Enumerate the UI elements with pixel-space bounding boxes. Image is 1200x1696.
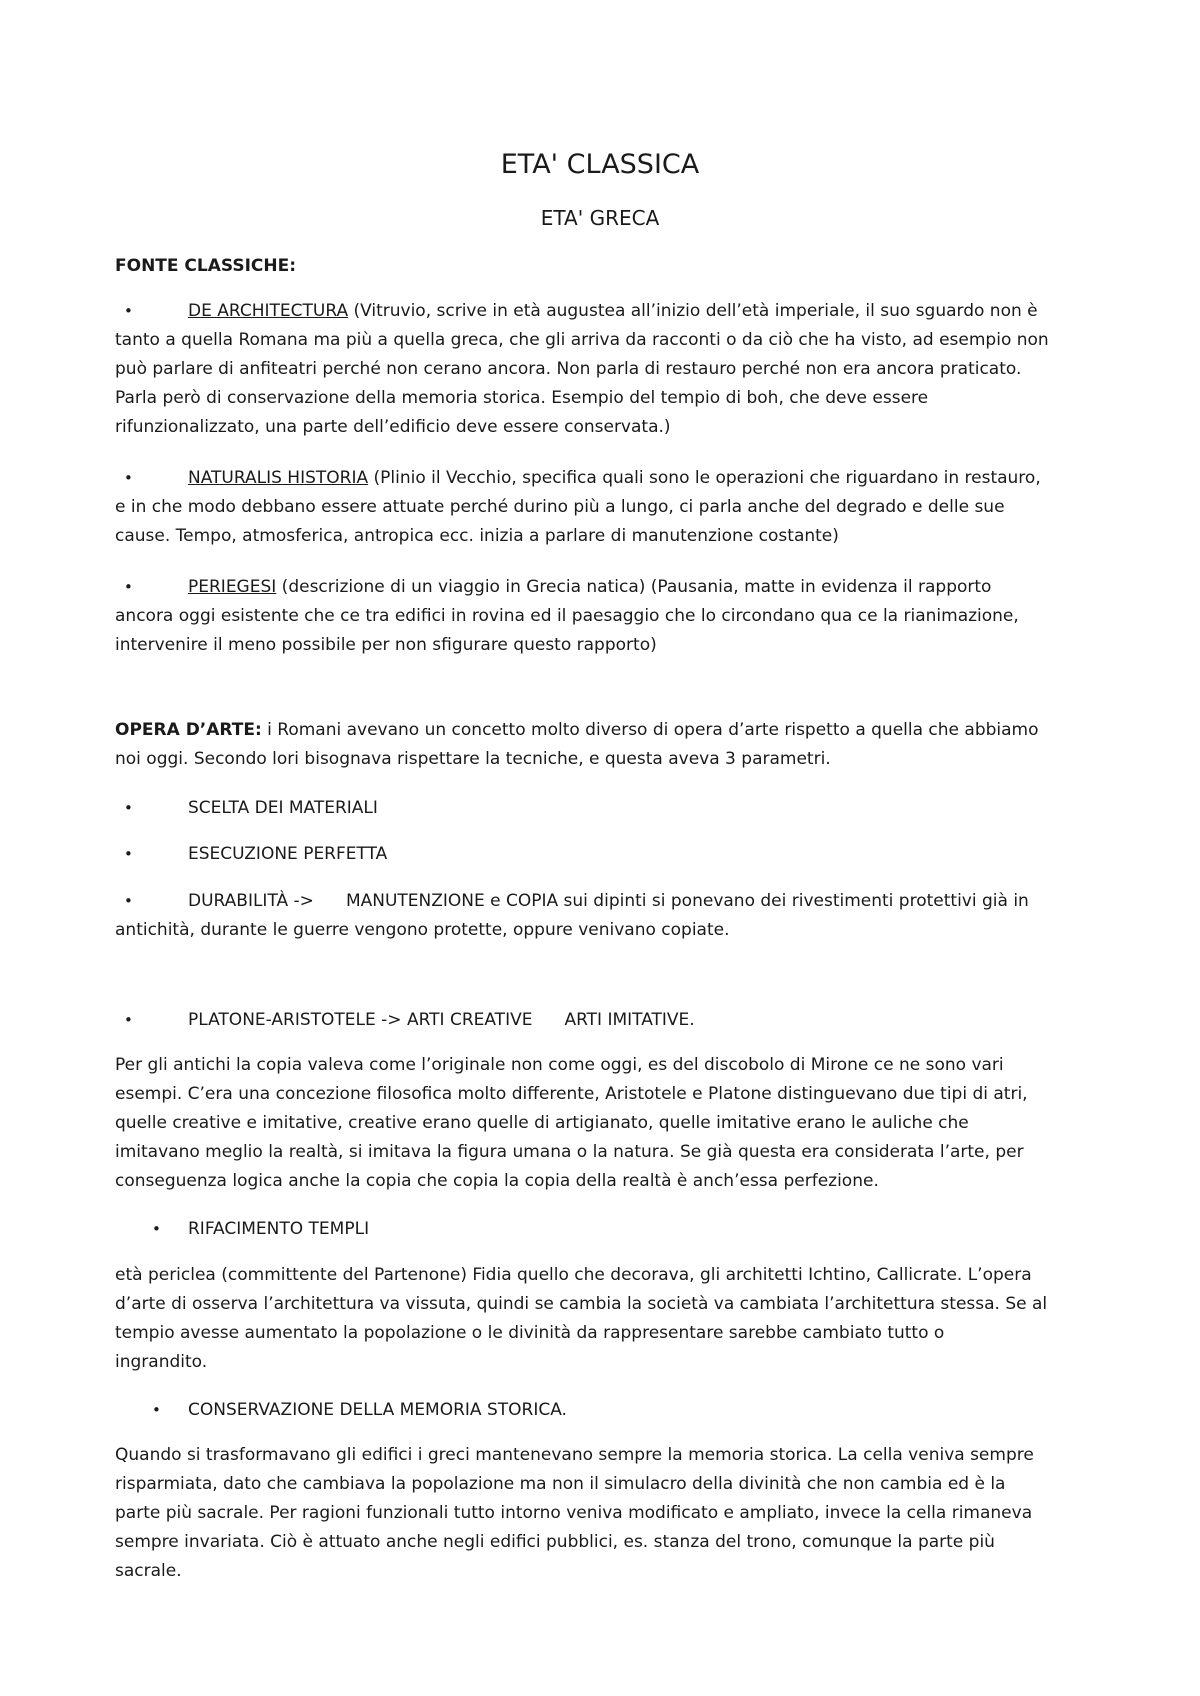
- pericle-paragraph: età periclea (committente del Partenone) Fidia quello che decorava, gli architetti Ichtino, Callicrate. L’opera d’arte di osserva l’architettura va vissuta, quindi se cambia la società va cambiata l’architettura stessa. Se al tempio avesse aumentato la popolazione o le divinità da rappresentare sarebbe cambiato tutto o ingrandito.: [115, 1265, 1048, 1372]
- term-periegesi: PERIEGESI: [188, 577, 277, 597]
- bullet-icon: •: [124, 302, 133, 320]
- copia-paragraph: Per gli antichi la copia valeva come l’originale non come oggi, es del discobolo di Mirone ce ne sono vari esempi. C’era una concezione filosofica molto differente, Aristotele e Platone distinguevano due tipi di atri, quelle creative e imitative, creative erano quelle di artigianato, quelle imitative erano le auliche che imitavano meglio la realtà, si imitava la figura umana o la natura. Se già questa era considerata l’arte, per conseguenza logica anche la copia che copia la copia della realtà è anch’essa perfezione.: [115, 1055, 1028, 1191]
- page-subtitle: ETA' GRECA: [540, 206, 660, 230]
- list-item-scelta: SCELTA DEI MATERIALI: [188, 798, 378, 818]
- bullet-icon: •: [124, 1011, 133, 1029]
- list-item-conservazione: CONSERVAZIONE DELLA MEMORIA STORICA.: [188, 1400, 567, 1420]
- list-item-esecuzione: ESECUZIONE PERFETTA: [188, 844, 388, 864]
- opera-paragraph: OPERA D’ARTE: i Romani avevano un concetto molto diverso di opera d’arte rispetto a quella che abbiamo noi oggi. Secondo lori bisognava rispettare la tecniche, e questa aveva 3 parametri.: [115, 720, 1039, 769]
- list-item-periegesi: PERIEGESI (descrizione di un viaggio in Grecia natica) (Pausania, matte in evidenza il rapporto ancora oggi esistente che ce tra edifici in rovina ed il paesaggio che lo circondano qua ce la rianimazione, intervenire il meno possibile per non sfigurare questo rapporto): [115, 577, 1019, 655]
- bullet-icon: •: [124, 845, 133, 863]
- list-item-durabilita: DURABILITÀ -> MANUTENZIONE e COPIA sui dipinti si ponevano dei rivestimenti protettivi già in antichità, durante le guerre vengono protette, oppure venivano copiate.: [115, 891, 1029, 940]
- list-item-rifacimento: RIFACIMENTO TEMPLI: [188, 1219, 370, 1239]
- bullet-icon: •: [124, 892, 133, 910]
- page-title: ETA' CLASSICA: [500, 149, 700, 180]
- bullet-icon: •: [124, 799, 133, 817]
- quando-paragraph: Quando si trasformavano gli edifici i greci mantenevano sempre la memoria storica. La cella veniva sempre risparmiata, dato che cambiava la popolazione ma non il simulacro della divinità che non cambia ed è la parte più sacrale. Per ragioni funzionali tutto intorno veniva modificato e ampliato, invece la cella rimaneva sempre invariata. Ciò è attuato anche negli edifici pubblici, es. stanza del trono, comunque la parte più sacrale.: [115, 1445, 1034, 1581]
- fonte-heading: FONTE CLASSICHE:: [115, 256, 297, 276]
- list-item-de-architectura: DE ARCHITECTURA (Vitruvio, scrive in età augustea all’inizio dell’età imperiale, il suo sguardo non è tanto a quella Romana ma più a quella greca, che gli arriva da racconti o da ciò che ha visto, ad esempio non può parlare di anfiteatri perché non cerano ancora. Non parla di restauro perché non era ancora praticato. Parla però di conservazione della memoria storica. Esempio del tempio di boh, che deve essere rifunzionalizzato, una parte dell’edificio deve essere conservata.): [115, 301, 1049, 437]
- list-item-platone: PLATONE-ARISTOTELE -> ARTI CREATIVE ARTI IMITATIVE.: [188, 1010, 695, 1030]
- opera-heading: OPERA D’ARTE:: [115, 720, 262, 740]
- bullet-icon: •: [152, 1220, 161, 1238]
- bullet-icon: •: [124, 469, 133, 487]
- bullet-icon: •: [152, 1401, 161, 1419]
- term-naturalis-historia: NATURALIS HISTORIA: [188, 468, 369, 488]
- bullet-icon: •: [124, 578, 133, 596]
- term-de-architectura: DE ARCHITECTURA: [188, 301, 349, 321]
- list-item-naturalis-historia: NATURALIS HISTORIA (Plinio il Vecchio, specifica quali sono le operazioni che riguardano in restauro, e in che modo debbano essere attuate perché durino più a lungo, ci parla anche del degrado e delle sue cause. Tempo, atmosferica, antropica ecc. inizia a parlare di manutenzione costante): [115, 468, 1041, 546]
